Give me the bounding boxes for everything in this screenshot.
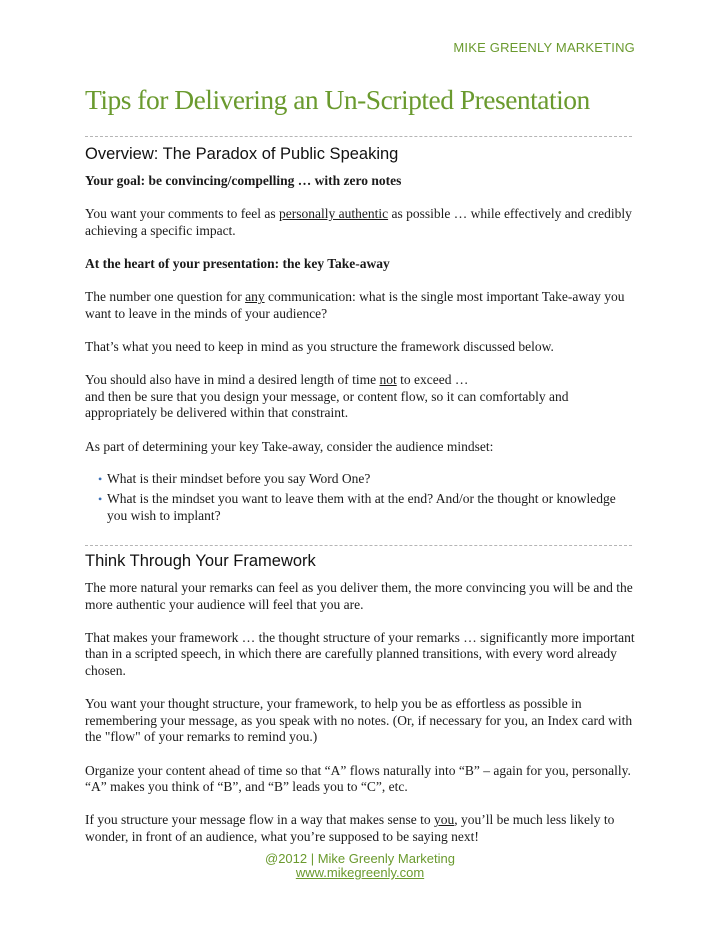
text: communication: what is the single most important Take-away you want to leave in the minds of your audience?	[85, 289, 625, 321]
text: You should also have in mind a desired length of time	[85, 372, 380, 388]
list-item	[98, 471, 637, 488]
page-title: Tips for Delivering an Un-Scripted Presentation	[85, 84, 590, 115]
list-item	[98, 491, 637, 524]
page-footer	[0, 852, 720, 880]
paragraph	[85, 289, 637, 322]
section-heading-framework: Think Through Your Framework	[85, 552, 316, 570]
text: to exceed …	[396, 372, 469, 388]
underlined-text: you	[434, 812, 455, 828]
text: and then be sure that you design your message, or content flow, so it can comfortably and appropriately be delivered within that constraint.	[85, 388, 569, 421]
text: You want your comments to feel as	[85, 206, 279, 222]
paragraph: That makes your framework … the thought structure of your remarks … significantly more important than in a scripted speech, in which there are carefully planned transitions, with every word already chosen.	[85, 629, 635, 678]
bullet-icon: •	[98, 471, 103, 486]
underlined-text: not	[379, 372, 397, 388]
section-heading-overview: Overview: The Paradox of Public Speaking	[85, 145, 399, 163]
text: The number one question for	[85, 289, 246, 305]
divider-middle	[85, 545, 632, 546]
section-framework-body	[85, 580, 637, 862]
paragraph	[85, 372, 637, 422]
subheading-takeaway: At the heart of your presentation: the key Take-away	[85, 255, 390, 271]
divider-top	[85, 136, 632, 137]
text: , you’ll be much less likely to wonder, in front of an audience, what you’re supposed to be saying next!	[85, 812, 615, 844]
brand-header: MIKE GREENLY MARKETING	[453, 40, 635, 55]
list-item-text: What is their mindset before you say Word One?	[107, 470, 371, 486]
text: as possible … while effectively and credibly achieving a specific impact.	[85, 206, 632, 238]
goal-statement: Your goal: be convincing/compelling … with zero notes	[85, 173, 402, 188]
section-overview-body	[85, 173, 637, 528]
paragraph: That’s what you need to keep in mind as you structure the framework discussed below.	[85, 338, 554, 354]
footer-copyright: @2012 | Mike Greenly Marketing	[265, 851, 455, 866]
paragraph	[85, 812, 637, 845]
footer-website-link[interactable]: www.mikegreenly.com	[295, 865, 425, 880]
underlined-text: personally authentic	[278, 206, 389, 222]
paragraph: The more natural your remarks can feel as you deliver them, the more convincing you will be and the more authentic your audience will feel that you are.	[85, 580, 633, 612]
mindset-list	[85, 471, 637, 525]
text: If you structure your message flow in a way that makes sense to	[85, 812, 435, 828]
list-item-text: What is the mindset you want to leave them with at the end? And/or the thought or knowledge you wish to implant?	[107, 491, 616, 523]
paragraph: You want your thought structure, your framework, to help you be as effortless as possible in remembering your message, as you speak with no notes. (Or, if necessary for you, an Index card with the "flow" of your remarks to remind you.)	[85, 696, 633, 745]
underlined-text: any	[245, 289, 265, 305]
paragraph	[85, 206, 637, 239]
bullet-icon: •	[98, 492, 103, 507]
paragraph: As part of determining your key Take-away, consider the audience mindset:	[85, 438, 494, 454]
paragraph: Organize your content ahead of time so that “A” flows naturally into “B” – again for you, personally. “A” makes you think of “B”, and “B” leads you to “C”, etc.	[85, 762, 631, 795]
